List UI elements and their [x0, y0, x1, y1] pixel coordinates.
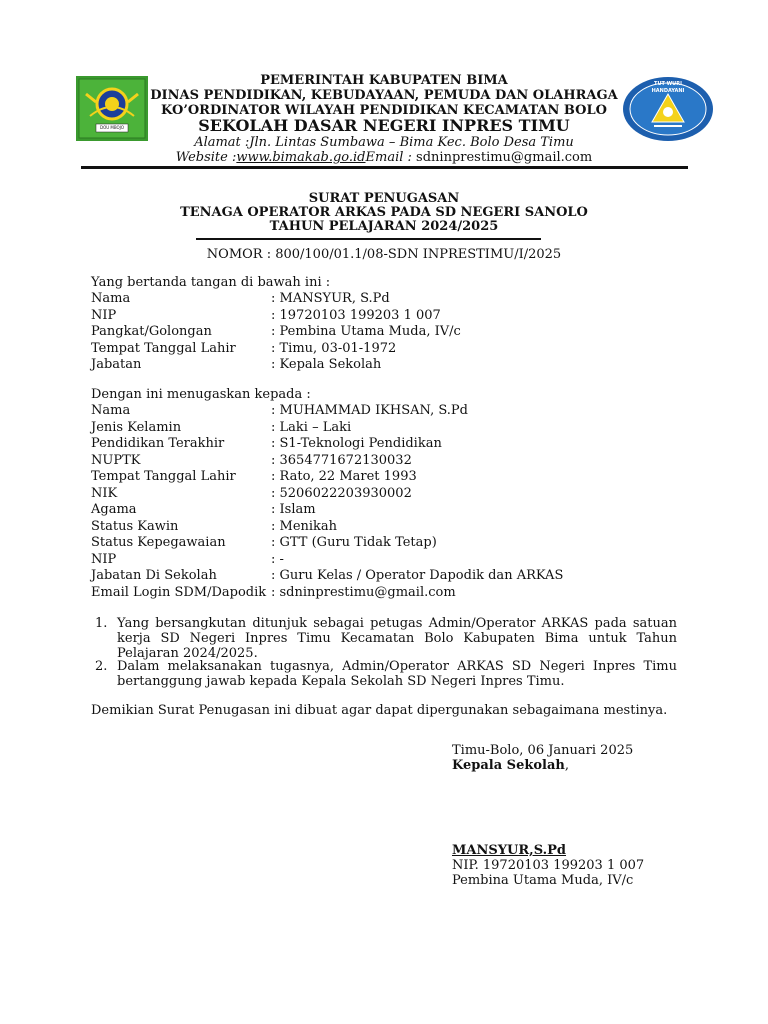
assignee-field-value: : Islam — [271, 502, 316, 517]
assignee-field-label: Status Kepegawaian — [91, 535, 226, 550]
assignee-field-value: : GTT (Guru Tidak Tetap) — [271, 535, 437, 550]
point-1-number: 1. — [95, 616, 108, 631]
signer-intro: Yang bertanda tangan di bawah ini : — [91, 275, 331, 290]
assignee-field-label: Nama — [91, 403, 131, 418]
assignee-field-value: : 5206022203930002 — [271, 485, 412, 501]
place-date: Timu-Bolo, 06 Januari 2025 — [452, 743, 634, 758]
signer-field-label: Jabatan — [91, 357, 142, 372]
assignee-field-value: : - — [271, 551, 284, 567]
header-line-2: DINAS PENDIDIKAN, KEBUDAYAAN, PEMUDA DAN OLAHRAGA — [150, 88, 618, 103]
title-line-3: TAHUN PELAJARAN 2024/2025 — [269, 219, 499, 234]
email-label: Email : — [365, 150, 417, 165]
assignee-field-value: : Menikah — [271, 518, 338, 534]
letterhead-divider-thick — [81, 166, 688, 169]
school-name: SEKOLAH DASAR NEGERI INPRES TIMU — [198, 116, 570, 135]
point-2-text: Dalam melaksanakan tugasnya, Admin/Operator ARKAS SD Negeri Inpres Timu bertanggung jawab kepada Kepala Sekolah SD Negeri Inpres Timu. — [117, 659, 677, 689]
signer-field-value: : Pembina Utama Muda, IV/c — [271, 324, 461, 339]
assignee-field-label: NUPTK — [91, 452, 141, 468]
closing-statement: Demikian Surat Penugasan ini dibuat agar dapat dipergunakan sebagaimana mestinya. — [91, 703, 668, 718]
school-address: Alamat :Jln. Lintas Sumbawa – Bima Kec. Bolo Desa Timu — [194, 135, 574, 150]
signer-field-label: Tempat Tanggal Lahir — [91, 340, 236, 356]
signer-field-label: Nama — [91, 291, 131, 306]
assignee-field-value: : 3654771672130032 — [271, 452, 412, 468]
assignee-field-value: : Guru Kelas / Operator Dapodik dan ARKAS — [271, 568, 564, 583]
assignee-intro: Dengan ini menugaskan kepada : — [91, 387, 311, 402]
assignee-field-label: NIK — [91, 485, 118, 501]
assignee-field-label: Jenis Kelamin — [91, 419, 182, 435]
signer-field-label: NIP — [91, 307, 117, 323]
assignee-field-label: Agama — [91, 502, 137, 517]
assignee-field-value: : Laki – Laki — [271, 419, 352, 435]
assignee-field-label: Email Login SDM/Dapodik — [91, 584, 267, 600]
assignee-field-value: : sdninprestimu@gmail.com — [271, 584, 456, 600]
assignee-field-label: Status Kawin — [91, 518, 179, 534]
assignee-field-label: NIP — [91, 551, 117, 567]
signer-field-value: : Timu, 03-01-1972 — [271, 340, 397, 356]
letter-number: NOMOR : 800/100/01.1/08-SDN INPRESTIMU/I/2025 — [206, 247, 562, 262]
signer-field-value: : 19720103 199203 1 007 — [271, 307, 441, 323]
assignee-field-value: : S1-Teknologi Pendidikan — [271, 436, 442, 451]
signer-nip: NIP. 19720103 199203 1 007 — [452, 858, 645, 873]
signer-role-suffix: , — [564, 758, 569, 773]
signer-rank: Pembina Utama Muda, IV/c — [452, 873, 634, 888]
contact-line — [0, 150, 768, 165]
title-divider — [196, 238, 541, 240]
website-label: Website : — [175, 150, 237, 165]
assignee-field-value: : Rato, 22 Maret 1993 — [271, 469, 417, 484]
assignee-field-value: : MUHAMMAD IKHSAN, S.Pd — [271, 403, 468, 418]
assignee-field-label: Jabatan Di Sekolah — [91, 568, 217, 583]
signer-field-value: : Kepala Sekolah — [271, 357, 382, 372]
signer-name: MANSYUR,S.Pd — [452, 843, 567, 858]
title-line-1: SURAT PENUGASAN — [308, 191, 460, 206]
title-line-2: TENAGA OPERATOR ARKAS PADA SD NEGERI SANOLO — [180, 205, 588, 220]
point-2-number: 2. — [95, 659, 108, 674]
signer-role — [452, 758, 569, 773]
signer-role-title: Kepala Sekolah — [452, 758, 565, 773]
header-line-3: KO’ORDINATOR WILAYAH PENDIDIKAN KECAMATAN BOLO — [161, 103, 607, 118]
right-logo-text: TUT WURI HANDAYANI — [651, 81, 685, 94]
assignee-field-label: Tempat Tanggal Lahir — [91, 469, 236, 484]
assignee-field-label: Pendidikan Terakhir — [91, 436, 225, 451]
point-1-text: Yang bersangkutan ditunjuk sebagai petugas Admin/Operator ARKAS pada satuan kerja SD Negeri Inpres Timu Kecamatan Bolo Kabupaten Bima untuk Tahun Pelajaran 2024/2025. — [117, 616, 677, 661]
email-address: sdninprestimu@gmail.com — [416, 150, 593, 165]
left-logo-text: DOU MBOJO — [99, 125, 125, 130]
website-link[interactable]: www.bimakab.go.id — [236, 150, 366, 165]
signer-field-value: : MANSYUR, S.Pd — [271, 291, 390, 306]
header-line-1: PEMERINTAH KABUPATEN BIMA — [260, 73, 508, 88]
signer-field-label: Pangkat/Golongan — [91, 324, 212, 339]
